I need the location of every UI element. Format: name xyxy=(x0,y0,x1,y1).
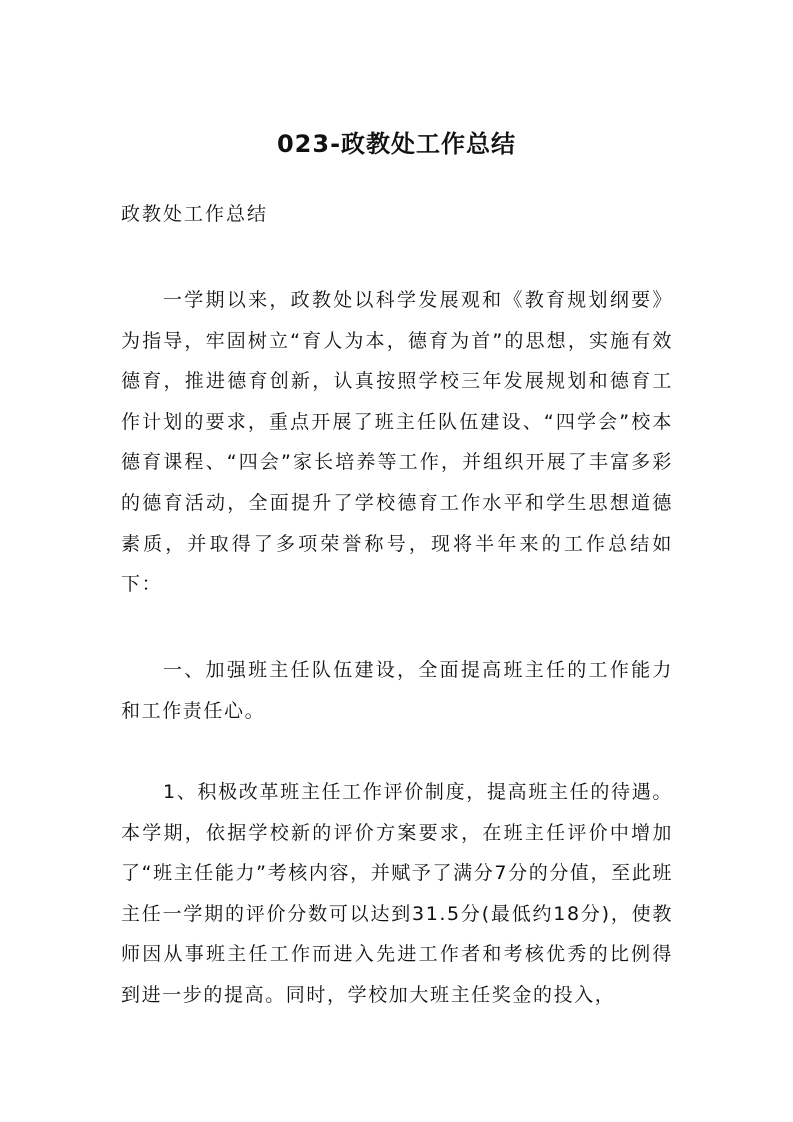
paragraph-section-heading: 一、加强班主任队伍建设，全面提高班主任的工作能力和工作责任心。 xyxy=(121,659,673,722)
paragraph-item-1: 1、积极改革班主任工作评价制度，提高班主任的待遇。本学期，依据学校新的评价方案要求，在班主任评价中增加了“班主任能力”考核内容，并赋予了满分7分的分值，至此班主任一学期的评价分数可以达到31.5分(最低约18分)，使教师因从事班主任工作而进入先进工作者和考核优秀的比例得到进一步的提高。同时，学校加大班主任奖金的投入， xyxy=(121,781,673,1006)
document-subtitle: 政教处工作总结 xyxy=(121,203,269,225)
paragraph-intro: 一学期以来，政教处以科学发展观和《教育规划纲要》为指导，牢固树立“育人为本，德育为首”的思想，实施有效德育，推进德育创新，认真按照学校三年发展规划和德育工作计划的要求，重点开展了班主任队伍建设、“四学会”校本德育课程、“四会”家长培养等工作，并组织开展了丰富多彩的德育活动，全面提升了学校德育工作水平和学生思想道德素质，并取得了多项荣誉称号，现将半年来的工作总结如下： xyxy=(121,289,673,596)
document-title: 023-政教处工作总结 xyxy=(276,130,517,158)
